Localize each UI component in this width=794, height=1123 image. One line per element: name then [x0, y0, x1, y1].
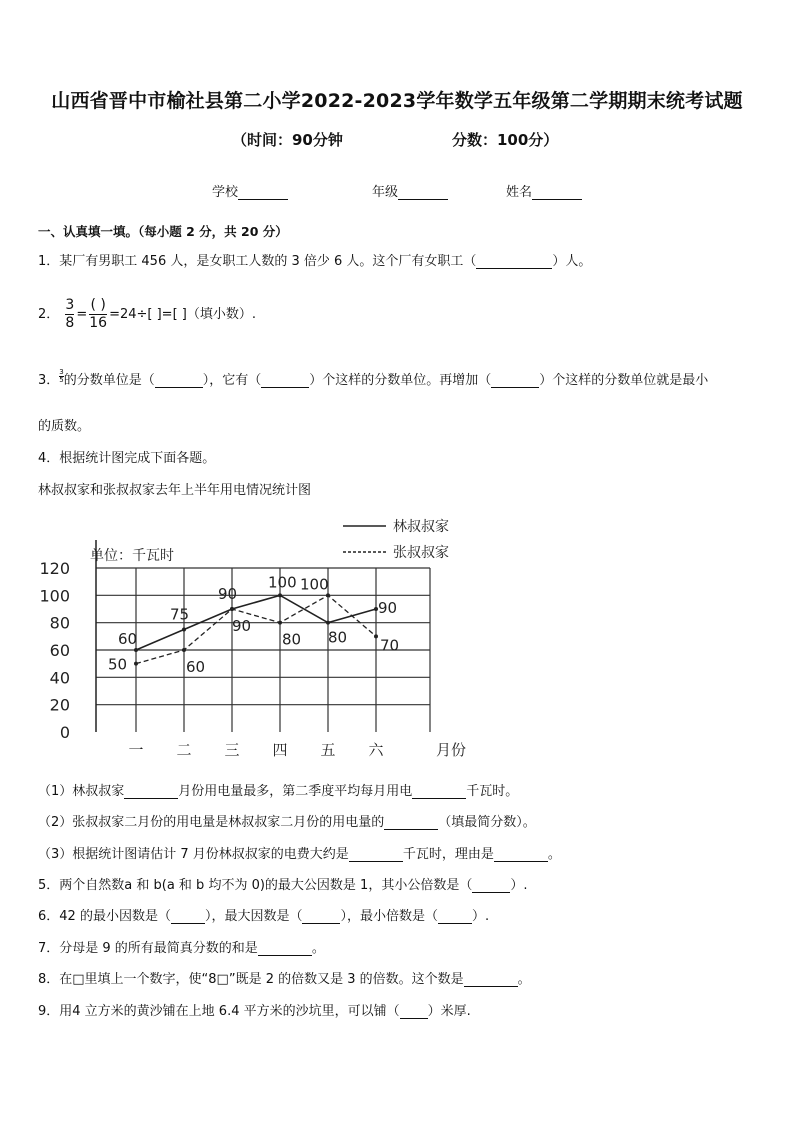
q3-blank-3[interactable] — [491, 373, 539, 388]
q3-prefix: 3． — [38, 373, 60, 388]
q8-text: 8．在□里填上一个数字，使“8□”既是 2 的倍数又是 3 的倍数。这个数是 — [38, 972, 464, 987]
x-axis-ticks — [128, 741, 384, 759]
q8-tail: 。 — [517, 972, 531, 987]
question-9 — [38, 1000, 471, 1019]
q4-s2a: （2）张叔叔家二月份的用电量是林叔叔家二月份的用电量的 — [38, 815, 385, 830]
data-point — [326, 621, 330, 625]
q7-text: 7．分母是 9 的所有最简真分数的和是 — [38, 941, 258, 956]
q6-a: 6．42 的最小因数是（ — [38, 909, 171, 924]
q6-b: ），最大因数是（ — [204, 909, 303, 924]
chart-legend — [343, 518, 449, 561]
y-tick-label: 60 — [49, 641, 70, 660]
q5-tail: ）. — [510, 878, 528, 893]
data-label: 90 — [218, 585, 238, 603]
q3-frac-num: 3 — [59, 368, 64, 376]
q7-tail: 。 — [311, 941, 325, 956]
data-point — [182, 628, 186, 632]
question-8 — [38, 968, 531, 987]
q2-denominator: 8 — [65, 315, 75, 331]
data-label: 60 — [118, 630, 138, 648]
x-tick-label: 一 — [128, 741, 144, 759]
q9-blank[interactable] — [400, 1004, 428, 1019]
y-tick-label: 100 — [39, 586, 70, 606]
school-field — [212, 181, 288, 200]
q2-rest: =24÷[ ]=[ ]（填小数）. — [109, 307, 256, 322]
q6-c: ），最小倍数是（ — [340, 909, 438, 924]
name-label: 姓名 — [506, 185, 533, 200]
q2-equals: = — [76, 307, 88, 322]
grade-blank[interactable] — [398, 185, 448, 200]
data-point — [278, 621, 282, 625]
data-label: 100 — [300, 575, 329, 594]
question-2 — [38, 297, 256, 332]
data-point — [278, 593, 282, 597]
chart-unit-label: 单位：千瓦时 — [90, 548, 174, 564]
q4-s1-blank-1[interactable] — [124, 784, 178, 799]
q4-s2-blank[interactable] — [384, 815, 438, 830]
y-tick-label: 40 — [49, 668, 70, 688]
exam-score: 分数：100分） — [452, 131, 559, 149]
q2-fraction — [65, 297, 74, 332]
section-heading: 一、认真填一填。（每小题 2 分，共 20 分） — [38, 224, 288, 239]
y-tick-label: 0 — [59, 723, 70, 742]
q3-blank-1[interactable] — [155, 373, 203, 388]
q3-frac-den: 5 — [59, 376, 64, 384]
q4-s1a: （1）林叔叔家 — [38, 784, 125, 799]
x-tick-label: 四 — [272, 741, 288, 759]
q1-answer-blank[interactable] — [476, 254, 552, 269]
data-point — [230, 607, 234, 611]
q8-blank[interactable] — [464, 972, 518, 987]
data-label: 90 — [378, 599, 398, 617]
q9-tail: ）米厚. — [427, 1004, 471, 1019]
q4-sub-1 — [38, 780, 518, 799]
q5-text: 5．两个自然数a 和 b(a 和 b 均不为 0)的最大公因数是 1，其小公倍数是（ — [38, 878, 473, 893]
q1-tail: ）人。 — [552, 254, 592, 269]
q6-blank-2[interactable] — [302, 909, 340, 924]
q4-s1b: 月份用电量最多，第二季度平均每月用电 — [178, 784, 413, 799]
school-label: 学校 — [212, 185, 239, 200]
question-7 — [38, 937, 325, 956]
data-point — [134, 662, 138, 666]
q4-s3-blank-2[interactable] — [494, 847, 548, 862]
q4-s3b: 千瓦时，理由是 — [402, 847, 494, 862]
data-point — [182, 648, 186, 652]
data-label: 70 — [380, 636, 400, 655]
page-title: 山西省晋中市榆社县第二小学2022-2023学年数学五年级第二学期期末统考试题 — [51, 90, 743, 112]
question-5 — [38, 874, 527, 893]
q2-denominator-2: 16 — [89, 315, 108, 331]
data-point — [374, 634, 378, 638]
q4-s3a: （3）根据统计图请估计 7 月份林叔叔家的电费大约是 — [38, 847, 349, 862]
question-4: 4．根据统计图完成下面各题。 — [38, 451, 216, 466]
question-6 — [38, 905, 489, 924]
q9-text: 9．用4 立方米的黄沙铺在上地 6.4 平方米的沙坑里，可以铺（ — [38, 1004, 400, 1019]
q4-s3c: 。 — [547, 847, 561, 862]
q3-text-d: ）个这样的分数单位就是最小 — [539, 373, 709, 388]
q2-numerator-blank: ( ) — [90, 297, 106, 313]
x-tick-label: 三 — [224, 741, 240, 759]
grade-field — [372, 181, 448, 200]
q6-blank-3[interactable] — [438, 909, 472, 924]
data-label: 80 — [328, 628, 348, 647]
x-tick-label: 五 — [320, 741, 336, 759]
q1-text: 1．某厂有男职工 456 人，是女职工人数的 3 倍少 6 人。这个厂有女职工（ — [38, 254, 477, 269]
q4-s2b: （填最简分数）。 — [438, 815, 536, 830]
q2-fraction-blank[interactable] — [89, 297, 107, 332]
y-tick-label: 80 — [49, 613, 70, 633]
y-tick-label: 120 — [39, 559, 70, 578]
q2-numerator: 3 — [65, 297, 75, 313]
q4-s3-blank-1[interactable] — [349, 847, 403, 862]
data-label: 60 — [186, 658, 206, 676]
q6-d: ）. — [471, 909, 490, 924]
data-label: 100 — [268, 573, 297, 592]
x-axis-label: 月份 — [436, 741, 467, 759]
data-point — [326, 593, 330, 597]
q3-text-c: ）个这样的分数单位。再增加（ — [309, 373, 492, 388]
chart-caption: 林叔叔家和张叔叔家去年上半年用电情况统计图 — [38, 483, 312, 498]
q3-blank-2[interactable] — [261, 373, 309, 388]
data-label: 50 — [108, 655, 128, 674]
q6-blank-1[interactable] — [171, 909, 205, 924]
q4-sub-2 — [38, 811, 536, 830]
q7-blank[interactable] — [258, 941, 312, 956]
q5-blank[interactable] — [472, 878, 510, 893]
name-field — [506, 181, 582, 200]
grade-label: 年级 — [372, 185, 399, 200]
q4-s1c: 千瓦时。 — [466, 784, 519, 799]
electricity-line-chart — [38, 512, 478, 762]
question-1 — [38, 250, 591, 269]
exam-time: （时间：90分钟 — [232, 131, 343, 149]
legend-label: 林叔叔家 — [393, 519, 449, 535]
question-3 — [38, 369, 708, 388]
y-tick-label: 20 — [49, 695, 70, 715]
x-tick-label: 六 — [368, 741, 384, 759]
y-axis-ticks — [39, 559, 70, 742]
chart-data-labels — [108, 573, 399, 676]
data-label: 80 — [282, 630, 302, 649]
school-blank[interactable] — [238, 185, 288, 200]
legend-label: 张叔叔家 — [393, 545, 449, 561]
q3-line-2: 的质数。 — [38, 419, 91, 434]
name-blank[interactable] — [532, 185, 582, 200]
x-tick-label: 二 — [176, 741, 192, 759]
data-point — [134, 648, 138, 652]
q4-sub-3 — [38, 843, 561, 862]
data-label: 90 — [232, 617, 252, 635]
q3-text-b: ），它有（ — [202, 373, 262, 388]
q2-prefix: 2． — [38, 307, 60, 322]
q3-text-a: 的分数单位是（ — [63, 373, 155, 388]
data-label: 75 — [170, 605, 190, 624]
q4-s1-blank-2[interactable] — [412, 784, 466, 799]
